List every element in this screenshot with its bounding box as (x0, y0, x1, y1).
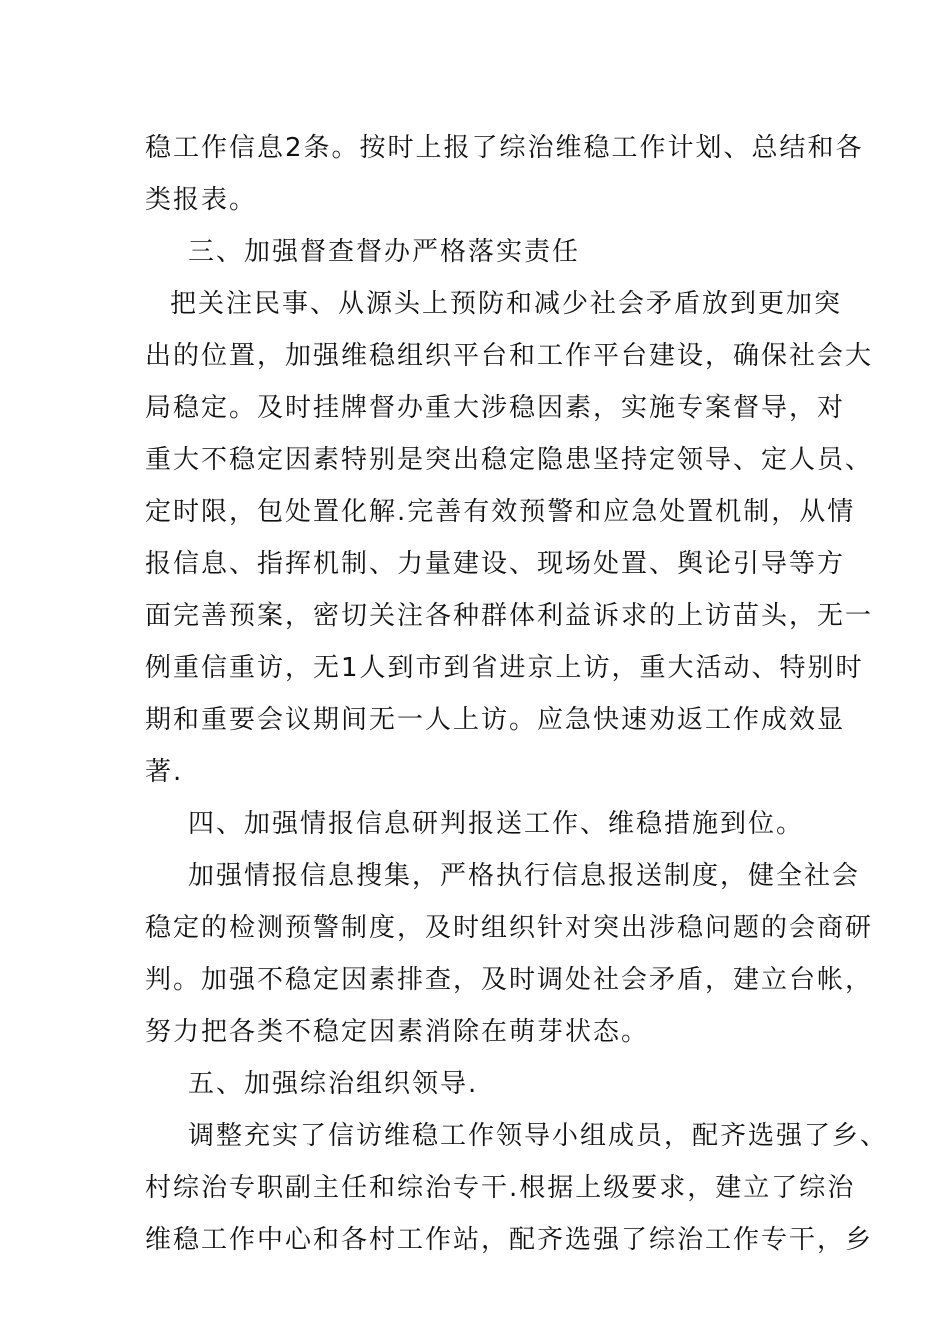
text-line-16: 稳定的检测预警制度，及时组织针对突出涉稳问题的会商研 (145, 913, 874, 943)
text-line-5: 出的位置，加强维稳组织平台和工作平台建设，确保社会大 (145, 341, 874, 371)
text-line-17: 判。加强不稳定因素排查，及时调处社会矛盾，建立台帐， (145, 965, 874, 995)
text-line-6: 局稳定。及时挂牌督办重大涉稳因素，实施专案督导，对 (145, 393, 846, 423)
text-line-7: 重大不稳定因素特别是突出稳定隐患坚持定领导、定人员、 (145, 445, 874, 475)
text-line-1: 稳工作信息2条。按时上报了综治维稳工作计划、总结和各 (145, 133, 864, 163)
text-line-8: 定时限，包处置化解.完善有效预警和应急处置机制，从情 (145, 497, 856, 527)
text-line-12: 期和重要会议期间无一人上访。应急快速劝返工作成效显 (145, 705, 846, 735)
text-line-21: 村综治专职副主任和综治专干.根据上级要求，建立了综治 (145, 1173, 856, 1203)
section-heading-3: 三、加强督查督办严格落实责任 (188, 237, 581, 267)
text-line-11: 例重信重访，无1人到市到省进京上访，重大活动、特别时 (145, 653, 864, 683)
section-heading-4: 四、加强情报信息研判报送工作、维稳措施到位。 (188, 809, 805, 839)
text-line-18: 努力把各类不稳定因素消除在萌芽状态。 (145, 1017, 650, 1047)
text-line-2: 类报表。 (145, 185, 258, 215)
text-line-9: 报信息、指挥机制、力量建设、现场处置、舆论引导等方 (145, 549, 846, 579)
text-line-13: 著. (145, 757, 184, 787)
text-line-20: 调整充实了信访维稳工作领导小组成员，配齐选强了乡、 (188, 1121, 889, 1151)
section-heading-5: 五、加强综治组织领导. (188, 1069, 479, 1099)
text-line-10: 面完善预案，密切关注各种群体利益诉求的上访苗头，无一 (145, 601, 874, 631)
text-line-22: 维稳工作中心和各村工作站，配齐选强了综治工作专干，乡 (145, 1225, 874, 1255)
text-line-15: 加强情报信息搜集，严格执行信息报送制度，健全社会 (188, 861, 861, 891)
text-line-4: 把关注民事、从源头上预防和减少社会矛盾放到更加突 (170, 289, 843, 319)
